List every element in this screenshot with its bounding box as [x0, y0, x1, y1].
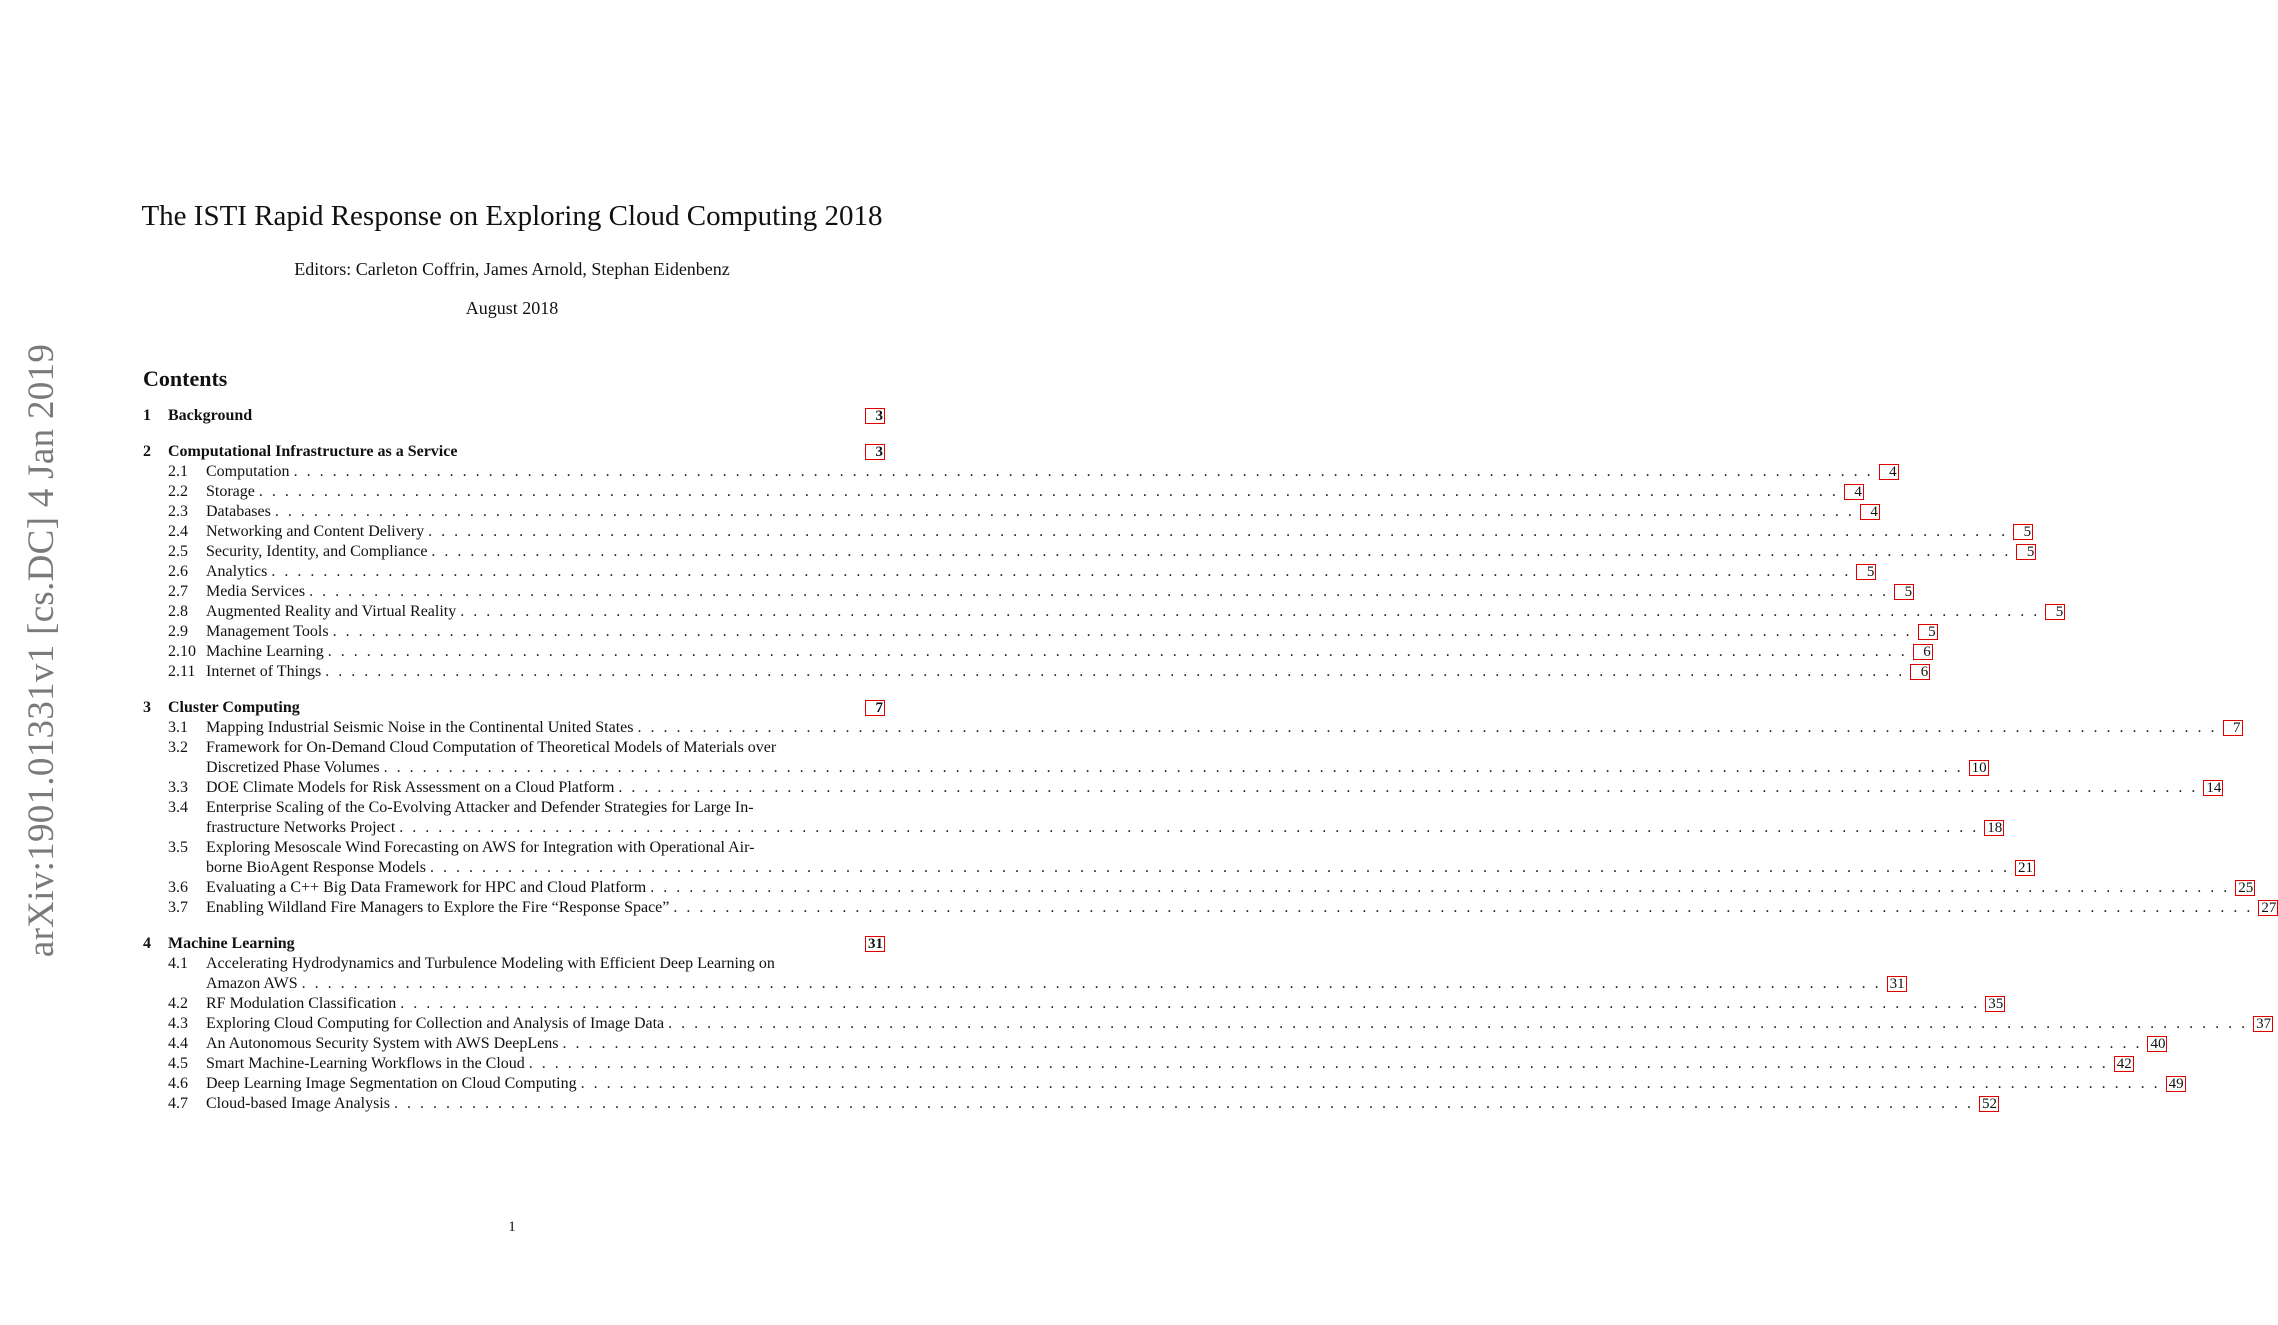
contents-heading: Contents	[143, 366, 228, 391]
toc-section	[143, 934, 2272, 1114]
toc-subsection-entry[interactable]	[143, 522, 2032, 542]
toc-subsection-entry[interactable]	[143, 838, 2033, 878]
dot-leader	[400, 994, 1977, 1014]
subsection-body	[206, 642, 1933, 662]
subsection-number: 4.3	[168, 1015, 188, 1032]
subsection-title-last-line	[206, 974, 1907, 994]
toc-section	[143, 698, 2277, 918]
subsection-title: RF Modulation Classification	[206, 995, 397, 1012]
page-link[interactable]: 14	[2203, 780, 2223, 796]
subsection-title: Cloud-based Image Analysis	[206, 1095, 390, 1112]
subsection-title-last-line	[206, 1074, 2186, 1094]
dot-leader	[428, 522, 2005, 542]
toc-subsection-entry[interactable]	[143, 662, 1929, 682]
page-link[interactable]: 31	[1887, 976, 1907, 992]
page-link[interactable]: 4	[1879, 464, 1899, 480]
subsection-number: 4.4	[168, 1035, 188, 1052]
toc-subsection-entry[interactable]	[143, 1054, 2132, 1074]
page-link[interactable]: 3	[865, 444, 885, 460]
toc-section-entry[interactable]	[143, 934, 885, 954]
subsection-title-last-line	[206, 462, 1899, 482]
dot-leader	[275, 502, 1852, 522]
toc-section-entry[interactable]	[143, 406, 885, 426]
page-link[interactable]: 5	[2016, 544, 2036, 560]
dot-leader	[562, 1034, 2139, 1054]
subsection-title-last-line	[206, 542, 2036, 562]
editors-line: Editors: Carleton Coffrin, James Arnold, Stephan Eidenbenz	[294, 259, 730, 279]
section-number: 1	[143, 407, 151, 424]
dot-leader	[271, 562, 1848, 582]
publication-date: August 2018	[465, 298, 559, 318]
subsection-title: Databases	[206, 503, 271, 520]
subsection-title-last-line	[206, 878, 2255, 898]
subsection-number: 2.7	[168, 583, 188, 600]
arxiv-stamp	[12, 343, 72, 957]
subsection-title-last-line	[206, 758, 1989, 778]
toc-subsection-entry[interactable]	[143, 562, 1875, 582]
toc-section	[143, 406, 885, 426]
dot-leader	[328, 642, 1905, 662]
subsection-title: Networking and Content Delivery	[206, 523, 425, 540]
subsection-title-last-line	[206, 858, 2035, 878]
subsection-title: Mapping Industrial Seismic Noise in the Continental United States	[206, 719, 634, 736]
section-title: Cluster Computing	[168, 699, 300, 716]
page-link[interactable]: 10	[1969, 760, 1989, 776]
toc-subsection-entry[interactable]	[143, 582, 1913, 602]
subsection-title-last-line	[206, 562, 1876, 582]
subsection-number: 2.3	[168, 503, 188, 520]
subsection-title-last-line	[206, 602, 2065, 622]
subsection-body	[206, 662, 1930, 682]
subsection-number: 2.5	[168, 543, 188, 560]
subsection-title: Enabling Wildland Fire Managers to Explore the Fire “Response Space”	[206, 899, 670, 916]
dot-leader	[431, 542, 2008, 562]
toc-subsection-entry[interactable]	[143, 462, 1897, 482]
page-link[interactable]: 31	[865, 936, 885, 952]
subsection-title-last-line	[206, 522, 2033, 542]
page-link[interactable]: 5	[1856, 564, 1876, 580]
subsection-title: frastructure Networks Project	[206, 819, 396, 836]
subsection-title: borne BioAgent Response Models	[206, 859, 426, 876]
subsection-title: Deep Learning Image Segmentation on Cloud Computing	[206, 1075, 577, 1092]
subsection-number: 3.1	[168, 719, 188, 736]
section-number: 3	[143, 699, 151, 716]
subsection-title-last-line	[206, 778, 2223, 798]
page-link[interactable]: 3	[865, 408, 885, 424]
subsection-title-last-line	[206, 642, 1933, 662]
dot-leader	[325, 662, 1902, 682]
subsection-body	[206, 502, 1880, 522]
subsection-title: Evaluating a C++ Big Data Framework for HPC and Cloud Platform	[206, 879, 647, 896]
subsection-number: 4.1	[168, 955, 188, 972]
page-link[interactable]: 40	[2147, 1036, 2167, 1052]
page-number: 1	[508, 1219, 516, 1235]
subsection-body	[206, 1054, 2134, 1074]
page-link[interactable]: 37	[2253, 1016, 2273, 1032]
page-link[interactable]: 25	[2235, 880, 2255, 896]
toc-subsection-entry[interactable]	[143, 622, 1936, 642]
toc-subsection-entry[interactable]	[143, 1094, 1997, 1114]
subsection-body	[206, 954, 1907, 994]
dot-leader	[460, 602, 2037, 622]
subsection-body	[206, 738, 1989, 778]
subsection-title: Discretized Phase Volumes	[206, 759, 380, 776]
subsection-title-line: Exploring Mesoscale Wind Forecasting on AWS for Integration with Operational Air-	[206, 839, 755, 856]
toc-section	[143, 442, 2064, 682]
subsection-title-line: Accelerating Hydrodynamics and Turbulence Modeling with Efficient Deep Learning on	[206, 955, 775, 972]
dot-leader	[673, 898, 2250, 918]
subsection-body	[206, 798, 2004, 838]
subsection-number: 4.2	[168, 995, 188, 1012]
toc-section-entry[interactable]	[143, 442, 885, 462]
subsection-number: 2.2	[168, 483, 188, 500]
page-link[interactable]: 21	[2015, 860, 2035, 876]
paper-title: The ISTI Rapid Response on Exploring Cloud Computing 2018	[141, 200, 883, 232]
subsection-body	[206, 898, 2278, 918]
subsection-body	[206, 1074, 2186, 1094]
subsection-title: Internet of Things	[206, 663, 322, 680]
dot-leader	[384, 758, 1961, 778]
dot-leader	[650, 878, 2227, 898]
subsection-title-last-line	[206, 1054, 2134, 1074]
page-link[interactable]: 5	[1894, 584, 1914, 600]
toc-subsection-entry[interactable]	[143, 1034, 2166, 1054]
subsection-number: 3.3	[168, 779, 188, 796]
subsection-number: 4.6	[168, 1075, 188, 1092]
section-number: 4	[143, 935, 151, 952]
dot-leader	[399, 818, 1976, 838]
subsection-body	[206, 994, 2005, 1014]
toc-subsection-entry[interactable]	[143, 994, 2004, 1014]
subsection-title-last-line	[206, 1094, 1999, 1114]
page-link[interactable]: 18	[1984, 820, 2004, 836]
toc-subsection-entry[interactable]	[143, 1014, 2272, 1034]
toc-subsection-entry[interactable]	[143, 718, 2241, 738]
subsection-title: Machine Learning	[206, 643, 324, 660]
subsection-title: Storage	[206, 483, 255, 500]
dot-leader	[294, 462, 1871, 482]
page-link[interactable]: 49	[2166, 1076, 2186, 1092]
dot-leader	[668, 1014, 2245, 1034]
subsection-body	[206, 1094, 1999, 1114]
toc-subsection-entry[interactable]	[143, 502, 1878, 522]
section-title: Background	[168, 407, 253, 424]
page-link[interactable]: 5	[2013, 524, 2033, 540]
dot-leader	[333, 622, 1910, 642]
subsection-title-last-line	[206, 718, 2243, 738]
subsection-number: 2.1	[168, 463, 188, 480]
subsection-number: 2.10	[168, 643, 196, 660]
page-link[interactable]: 4	[1860, 504, 1880, 520]
page-link[interactable]: 4	[1844, 484, 1864, 500]
subsection-title-last-line	[206, 502, 1880, 522]
toc-subsection-entry[interactable]	[143, 954, 1905, 994]
subsection-number: 4.5	[168, 1055, 188, 1072]
subsection-title: Augmented Reality and Virtual Reality	[206, 603, 457, 620]
subsection-body	[206, 542, 2036, 562]
subsection-body	[206, 462, 1899, 482]
subsection-title: Analytics	[206, 563, 268, 580]
dot-leader	[529, 1054, 2106, 1074]
subsection-number: 3.2	[168, 739, 188, 756]
section-title: Computational Infrastructure as a Service	[168, 443, 458, 460]
subsection-title: Computation	[206, 463, 290, 480]
page-link[interactable]: 6	[1913, 644, 1933, 660]
toc-subsection-entry[interactable]	[143, 602, 2064, 622]
subsection-number: 2.4	[168, 523, 188, 540]
subsection-body	[206, 718, 2243, 738]
page-link[interactable]: 42	[2114, 1056, 2134, 1072]
subsection-number: 2.9	[168, 623, 188, 640]
arxiv-id: arXiv:1901.01331v1 [cs.DC] 4 Jan 2019	[21, 343, 63, 957]
subsection-number: 4.7	[168, 1095, 188, 1112]
subsection-body	[206, 602, 2065, 622]
toc-subsection-entry[interactable]	[143, 778, 2222, 798]
toc-subsection-entry[interactable]	[143, 878, 2254, 898]
subsection-number: 2.11	[168, 663, 196, 680]
dot-leader	[638, 718, 2215, 738]
subsection-title-line: Framework for On-Demand Cloud Computation of Theoretical Models of Materials over	[206, 739, 777, 756]
section-number: 2	[143, 443, 151, 460]
page-link[interactable]: 7	[865, 700, 885, 716]
subsection-title-last-line	[206, 662, 1930, 682]
subsection-body	[206, 878, 2255, 898]
subsection-title: Media Services	[206, 583, 306, 600]
subsection-title-last-line	[206, 1014, 2273, 1034]
subsection-body	[206, 562, 1876, 582]
subsection-title-last-line	[206, 622, 1938, 642]
subsection-body	[206, 838, 2035, 878]
page-link[interactable]: 5	[1918, 624, 1938, 640]
dot-leader	[302, 974, 1879, 994]
dot-leader	[309, 582, 1886, 602]
subsection-number: 3.5	[168, 839, 188, 856]
dot-leader	[618, 778, 2195, 798]
subsection-body	[206, 582, 1914, 602]
dot-leader	[259, 482, 1836, 502]
subsection-title-line: Enterprise Scaling of the Co-Evolving Attacker and Defender Strategies for Large In-	[206, 799, 754, 816]
subsection-number: 2.8	[168, 603, 188, 620]
subsection-title: Management Tools	[206, 623, 329, 640]
subsection-title: Security, Identity, and Compliance	[206, 543, 428, 560]
subsection-title-last-line	[206, 482, 1864, 502]
subsection-title: Exploring Cloud Computing for Collection and Analysis of Image Data	[206, 1015, 665, 1032]
subsection-body	[206, 1034, 2167, 1054]
subsection-title-last-line	[206, 818, 2004, 838]
page-link[interactable]: 5	[2045, 604, 2065, 620]
table-of-contents	[143, 406, 2277, 1130]
toc-section-entry[interactable]	[143, 698, 885, 718]
subsection-title: DOE Climate Models for Risk Assessment on a Cloud Platform	[206, 779, 615, 796]
page-link[interactable]: 27	[2258, 900, 2278, 916]
toc-subsection-entry[interactable]	[143, 482, 1862, 502]
toc-subsection-entry[interactable]	[143, 642, 1931, 662]
subsection-title-last-line	[206, 994, 2005, 1014]
dot-leader	[394, 1094, 1971, 1114]
dot-leader	[430, 858, 2007, 878]
page-link[interactable]: 6	[1910, 664, 1930, 680]
toc-subsection-entry[interactable]	[143, 738, 1987, 778]
toc-subsection-entry[interactable]	[143, 542, 2035, 562]
subsection-body	[206, 778, 2223, 798]
page-link[interactable]: 35	[1985, 996, 2005, 1012]
subsection-number: 3.7	[168, 899, 188, 916]
subsection-body	[206, 482, 1864, 502]
subsection-title-last-line	[206, 582, 1914, 602]
subsection-title: An Autonomous Security System with AWS DeepLens	[206, 1035, 559, 1052]
subsection-number: 3.4	[168, 799, 188, 816]
toc-subsection-entry[interactable]	[143, 898, 2277, 918]
subsection-body	[206, 1014, 2273, 1034]
subsection-number: 2.6	[168, 563, 188, 580]
page-link[interactable]: 7	[2223, 720, 2243, 736]
dot-leader	[581, 1074, 2158, 1094]
toc-subsection-entry[interactable]	[143, 1074, 2184, 1094]
section-title: Machine Learning	[168, 935, 295, 952]
subsection-title: Smart Machine-Learning Workflows in the Cloud	[206, 1055, 525, 1072]
subsection-title-last-line	[206, 1034, 2167, 1054]
subsection-number: 3.6	[168, 879, 188, 896]
subsection-title-last-line	[206, 898, 2278, 918]
page-link[interactable]: 52	[1979, 1096, 1999, 1112]
subsection-body	[206, 622, 1938, 642]
toc-subsection-entry[interactable]	[143, 798, 2003, 838]
subsection-title: Amazon AWS	[206, 975, 298, 992]
subsection-body	[206, 522, 2033, 542]
